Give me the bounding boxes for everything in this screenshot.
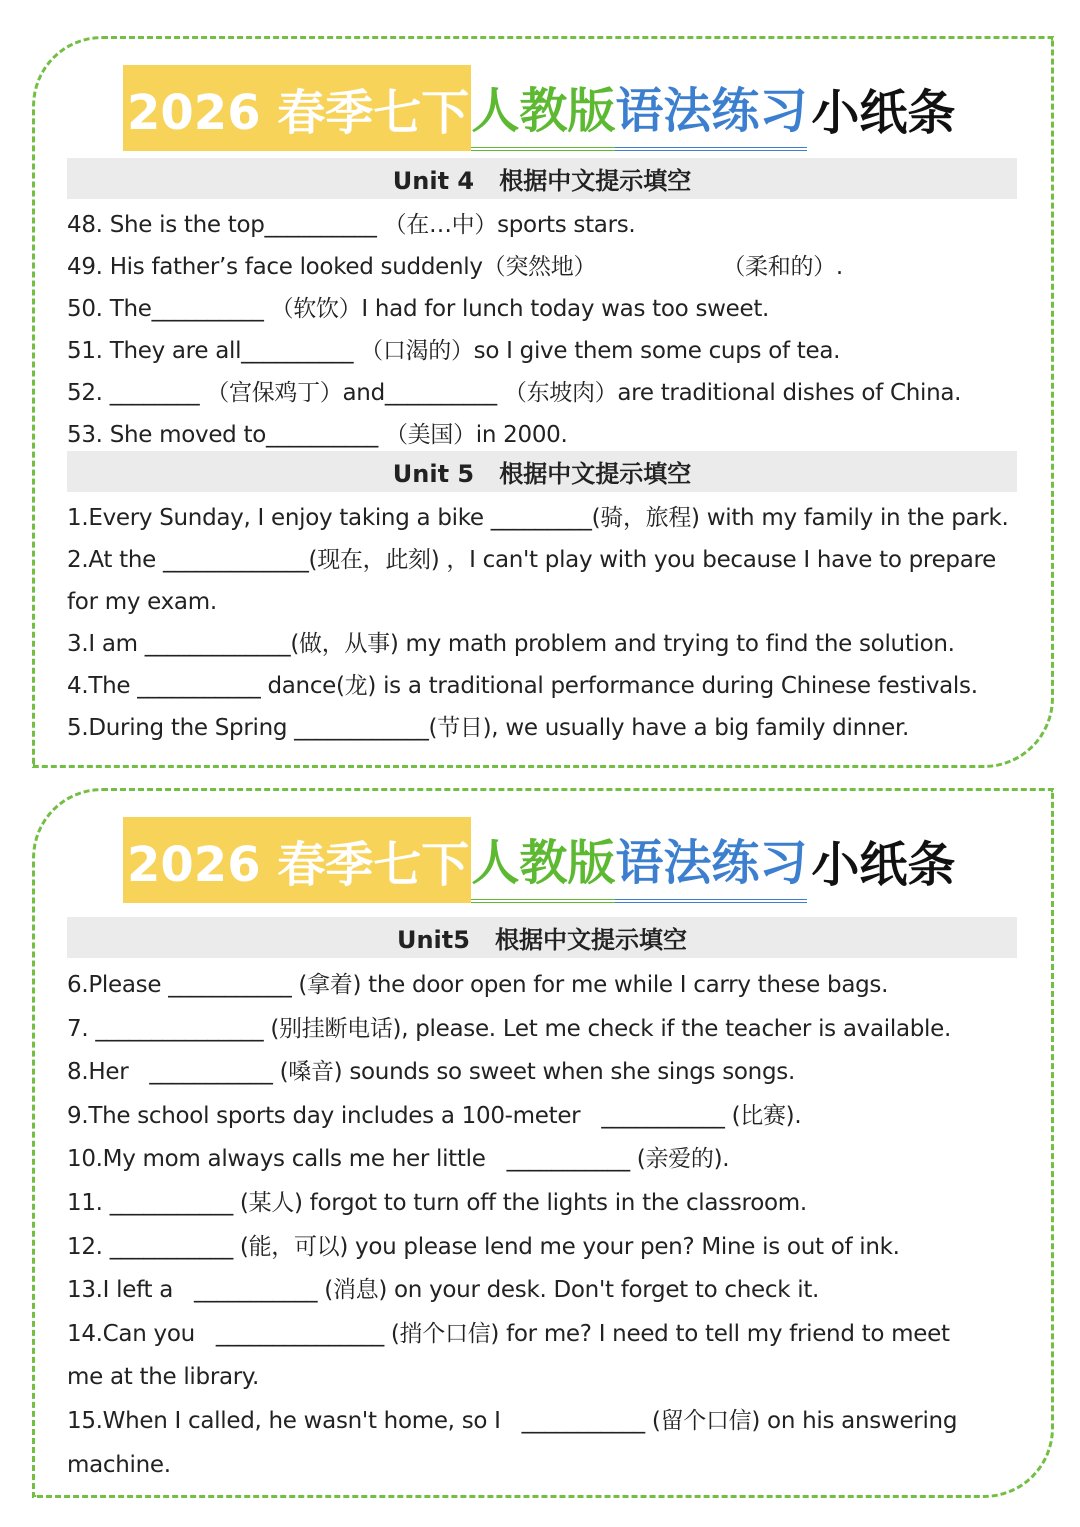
unit5-exercise-list: [67, 497, 1027, 749]
title-part-year-season: 2026 春季七下: [123, 817, 471, 903]
exercise-line: 8.Her ___________ (嗓音) sounds so sweet when she sings songs.: [67, 1059, 795, 1086]
worksheet-title: [123, 65, 955, 151]
exercise-line: 50. The__________ （软饮）I had for lunch today was too sweet.: [67, 296, 770, 322]
exercise-line: 51. They are all__________ （口渴的）so I give them some cups of tea.: [67, 338, 841, 364]
title-part-year-season: 2026 春季七下: [123, 65, 471, 151]
exercise-line: machine.: [67, 1451, 171, 1478]
exercise-line: 52. ________ （宫保鸡丁）and__________ （东坡肉）are traditional dishes of China.: [67, 380, 962, 406]
exercise-line: 1.Every Sunday, I enjoy taking a bike _________(骑，旅程) with my family in the park.: [67, 505, 1009, 531]
worksheet-card-2: [32, 788, 1054, 1498]
exercise-line: 7. _______________ (别挂断电话), please. Let me check if the teacher is available.: [67, 1015, 951, 1042]
unit5-exercise-list: [67, 964, 1027, 1487]
exercise-line: 13.I left a ___________ (消息) on your desk. Don't forget to check it.: [67, 1277, 820, 1304]
exercise-line: for my exam.: [67, 589, 217, 615]
unit4-exercise-list: [67, 204, 1027, 456]
exercise-line: 5.During the Spring ____________(节日), we usually have a big family dinner.: [67, 715, 910, 741]
title-part-grammar: 语法练习: [615, 817, 807, 903]
exercise-line: 53. She moved to__________ （美国）in 2000.: [67, 422, 568, 448]
worksheet-title: [123, 817, 955, 903]
title-part-notes: 小纸条: [811, 836, 956, 893]
unit4-header: Unit 4 根据中文提示填空: [67, 158, 1017, 199]
exercise-line: 4.The ___________ dance(龙) is a traditional performance during Chinese festivals.: [67, 673, 978, 699]
title-part-grammar: 语法练习: [615, 65, 807, 151]
exercise-line: 48. She is the top__________ （在…中）sports stars.: [67, 212, 636, 238]
exercise-line: me at the library.: [67, 1364, 259, 1391]
exercise-line: 49. His father’s face looked suddenly（突然地） （柔和的）.: [67, 254, 843, 280]
unit5-header: Unit 5 根据中文提示填空: [67, 451, 1017, 492]
title-part-edition: 人教版: [471, 817, 615, 903]
exercise-line: 9.The school sports day includes a 100-meter ___________ (比赛).: [67, 1102, 802, 1129]
title-part-notes: 小纸条: [811, 84, 956, 141]
exercise-line: 12. ___________ (能，可以) you please lend me your pen? Mine is out of ink.: [67, 1233, 900, 1260]
exercise-line: 10.My mom always calls me her little ___________ (亲爱的).: [67, 1146, 730, 1173]
exercise-line: 15.When I called, he wasn't home, so I ___________ (留个口信) on his answering: [67, 1407, 958, 1434]
exercise-line: 6.Please ___________ (拿着) the door open for me while I carry these bags.: [67, 972, 889, 998]
exercise-line: 14.Can you _______________ (捎个口信) for me? I need to tell my friend to meet: [67, 1320, 950, 1347]
title-part-edition: 人教版: [471, 65, 615, 151]
exercise-line: 11. ___________ (某人) forgot to turn off the lights in the classroom.: [67, 1189, 807, 1216]
exercise-line: 3.I am _____________(做，从事) my math problem and trying to find the solution.: [67, 631, 955, 657]
unit5-header: Unit5 根据中文提示填空: [67, 917, 1017, 958]
exercise-line: 2.At the _____________(现在，此刻) ，I can't play with you because I have to prepare: [67, 547, 997, 573]
worksheet-card-1: [32, 36, 1054, 768]
